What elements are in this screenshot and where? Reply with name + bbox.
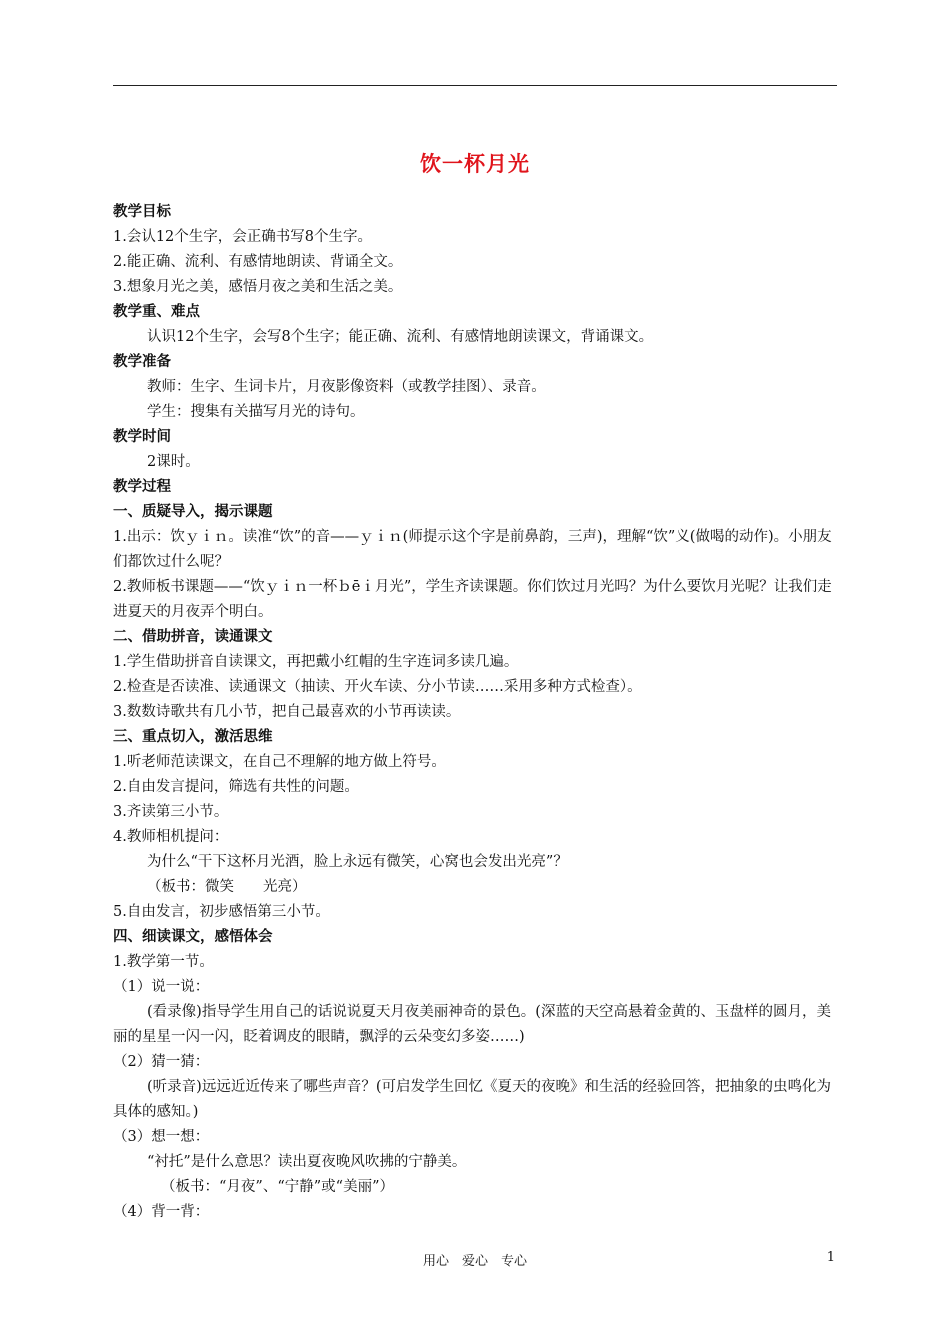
goal-item: 3.想象月光之美，感悟月夜之美和生活之美。 (113, 279, 403, 295)
part3-item: 1.听老师范读课文，在自己不理解的地方做上符号。 (113, 754, 446, 770)
part1-item: 2.教师板书课题——“饮ｙｉｎ一杯ｂēｉ月光”，学生齐读课题。你们饮过月光吗？为什么要饮月光呢？让我们走进夏天的月夜弄个明白。 (113, 579, 832, 620)
part2-heading: 二、借助拼音，读通课文 (113, 629, 273, 645)
part3-item: 5.自由发言，初步感悟第三小节。 (113, 904, 330, 920)
say-label: （1）说一说： (113, 979, 210, 995)
document-body (113, 200, 839, 1225)
part2-item: 1.学生借助拼音自读课文，再把戴小红帽的生字连词多读几遍。 (113, 654, 519, 670)
key-points-text: 认识12个生字，会写8个生字；能正确、流利、有感情地朗读课文，背诵课文。 (147, 329, 654, 345)
header-rule (113, 85, 837, 86)
prep-teacher: 教师：生字、生词卡片，月夜影像资料（或教学挂图）、录音。 (147, 379, 546, 395)
guess-text: (听录音)远远近近传来了哪些声音？(可启发学生回忆《夏天的夜晚》和生活的经验回答，把抽象的虫鸣化为具体的感知。) (113, 1079, 831, 1120)
recite-label: （4）背一背： (113, 1204, 210, 1220)
part2-item: 3.数数诗歌共有几小节，把自己最喜欢的小节再读读。 (113, 704, 461, 720)
time-text: 2课时。 (147, 454, 200, 470)
say-text: (看录像)指导学生用自己的话说说夏天月夜美丽神奇的景色。(深蓝的天空高悬着金黄的、玉盘样的圆月，美丽的星星一闪一闪，眨着调皮的眼睛，飘浮的云朵变幻多姿……) (113, 1004, 831, 1045)
think-text: “衬托”是什么意思？读出夏夜晚风吹拂的宁静美。 (147, 1154, 467, 1170)
part3-heading: 三、重点切入，激活思维 (113, 729, 273, 745)
part4-item: 1.教学第一节。 (113, 954, 214, 970)
section-heading-preparation: 教学准备 (113, 354, 171, 370)
think-board: （板书：“月夜”、“宁静”或“美丽”） (161, 1179, 394, 1195)
section-heading-goals: 教学目标 (113, 204, 171, 220)
guess-label: （2）猜一猜： (113, 1054, 210, 1070)
section-heading-process: 教学过程 (113, 479, 171, 495)
section-heading-time: 教学时间 (113, 429, 171, 445)
part3-item: 4.教师相机提问： (113, 829, 229, 845)
part3-board: （板书：微笑 光亮） (147, 879, 307, 895)
footer-motto: 用心 爱心 专心 (422, 1254, 527, 1269)
part3-item: 2.自由发言提问，筛选有共性的问题。 (113, 779, 359, 795)
part3-item: 3.齐读第三小节。 (113, 804, 229, 820)
section-heading-key-points: 教学重、难点 (113, 304, 200, 320)
part1-item: 1.出示：饮ｙｉｎ。读准“饮”的音——ｙｉｎ(师提示这个字是前鼻韵，三声)，理解“饮”义(做喝的动作)。小朋友们都饮过什么呢？ (113, 529, 832, 570)
part3-question: 为什么“干下这杯月光酒，脸上永远有微笑，心窝也会发出光亮”？ (147, 854, 568, 870)
page-title: 饮一杯月光 (420, 152, 530, 176)
part4-heading: 四、细读课文，感悟体会 (113, 929, 273, 945)
goal-item: 2.能正确、流利、有感情地朗读、背诵全文。 (113, 254, 403, 270)
think-label: （3）想一想： (113, 1129, 210, 1145)
part2-item: 2.检查是否读准、读通课文（抽读、开火车读、分小节读……采用多种方式检查）。 (113, 679, 642, 695)
goal-item: 1.会认12个生字，会正确书写8个生字。 (113, 229, 373, 245)
part1-heading: 一、质疑导入，揭示课题 (113, 504, 273, 520)
prep-student: 学生：搜集有关描写月光的诗句。 (147, 404, 365, 420)
page-number: 1 (826, 1250, 835, 1265)
